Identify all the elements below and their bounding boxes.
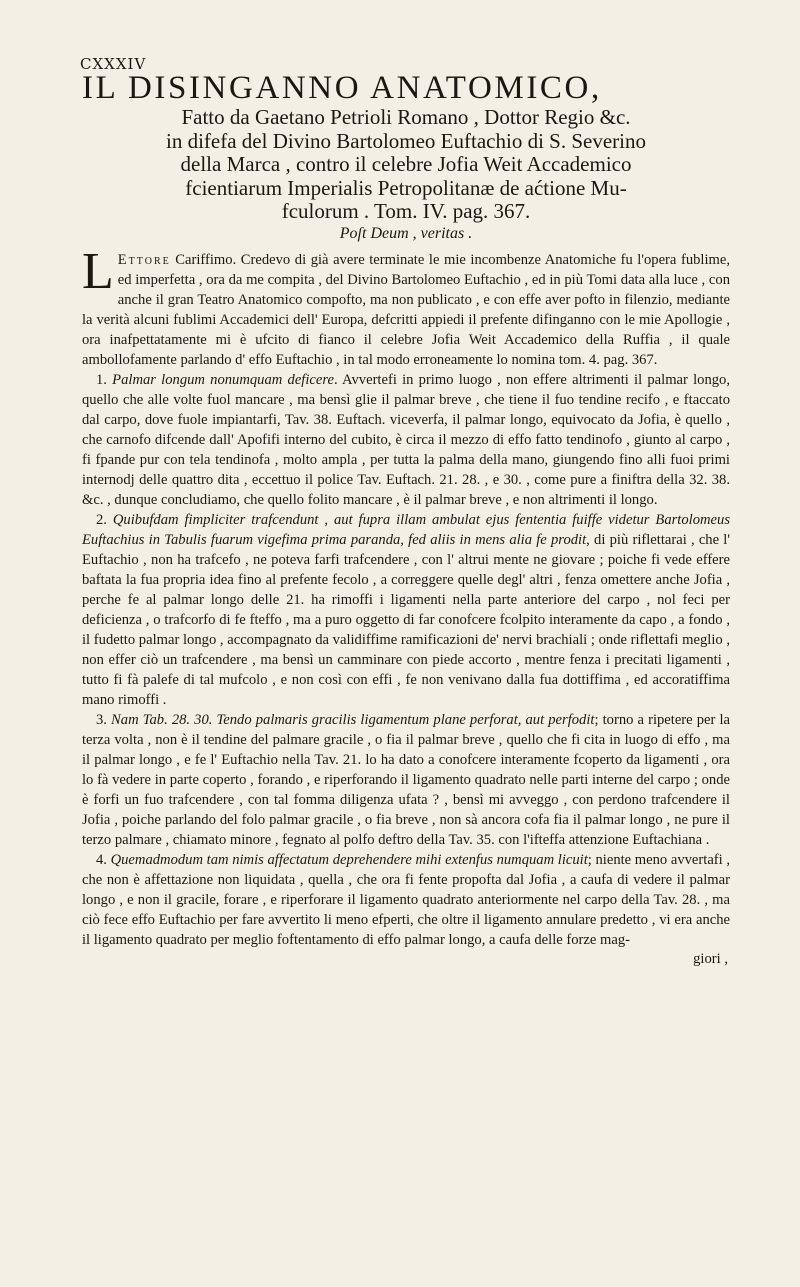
paragraph-text: Cariffimo. Credevo di già avere terminate le mie incombenze Anatomiche fu l'opera fublime, ed imperfetta , ora da me compita , del Divino Bartolomeo Euftachio , ed in più Tomi data alla luce , con anche il gran Teatro Anatomico compofto, ma non publicato , e con effe aver pofto in filenzio, mediante la verità alcuni fublimi Accademici dell' Europa, defcritti appiedi il prefente difinganno con le mie Apollogie , ora inafpettatamente mi è ufcito di fianco il celebre Jofia Weit Accademico della Ruffia , il quale ambollofamente parlando d' effo Euftachio , in tal modo erroneamente lo nomina tom. 4. pag. 367. — [82, 251, 730, 368]
paragraph-number: 2. — [96, 511, 113, 528]
opening-word: Ettore — [117, 251, 171, 268]
latin-quote: Nam Tab. 28. 30. Tendo palmaris gracilis ligamentum plane perforat, aut perfodit — [111, 711, 595, 728]
paragraph-number: 1. — [96, 371, 113, 388]
paragraph-text: . Avvertefi in primo luogo , non effere altrimenti il palmar longo, quello che alle volte fuol mancare , ma bensì glie il palmar breve , che tiene il fuo tendine recifo , e ftaccato dal carpo, dove fuole impiantarfi, Tav. 38. Euftach. viceverfa, il palmar longo, equivocato da Jofia, è quello , che carnofo difcende dall' Apofifi interno del cubito, è circa il mezzo di effo fatto tendinofo , giunto al carpo , fi fpande pur con tela tendinofa , molto ampla , per tutta la palma della mano, giungendo fino alli fuoi primi internodj delle quattro dita , eccettuo il police Tav. Euftach. 21. 28. , e 30. , come pure a finiftra della 32. 38. &c. , dunque concludiamo, che quello folito mancare , è il palmar breve , e non altrimenti il longo. — [82, 371, 730, 508]
latin-quote: Quibufdam fimpliciter trafcendunt , aut fupra illam ambulat ejus fententia fuiffe videtur Bartolomeus Euftachius in Tabulis fuarum vigefima prima paranda, fed aliis in mens alia fe prodit — [82, 511, 730, 548]
paragraph-number: 3. — [96, 711, 112, 728]
title-block — [82, 106, 730, 224]
paragraph — [82, 370, 730, 510]
page-number: CXXXIV — [80, 55, 147, 73]
running-title: IL DISINGANNO ANATOMICO, — [82, 70, 602, 106]
paragraph — [82, 242, 730, 370]
paragraph-text: ; torno a ripetere per la terza volta , non è il tendine del palmare gracile , o fia il palmar breve , quello che fi cita in luogo di effo , ma il palmar longo , e fe l' Euftachio nella Tav. 21. lo ha dato a conofcere interamente fcoperto da ligamenti , ora lo fà vedere in parte coperto , forando , e riperforando il ligamento quadrato nelle parti interne del carpo ; onde è forfi un fuo trafcendere , con tal fomma diligenza ufata ? , bensì mi avveggo , con perdono trafcendere il Jofia , poiche parlando del folo palmar gracile , o fia breve , non sà ancora cofa fia il palmar longo , ne pure il terzo palmare , chiamato minore , fegnato al polfo deftro della Tav. 35. con l'ifteffa attenzione Euftachiana . — [82, 711, 731, 848]
motto: Poſt Deum , veritas . — [339, 224, 473, 242]
title-line: in difefa del Divino Bartolomeo Euftachio di S. Severino — [166, 128, 646, 153]
title-line: Fatto da Gaetano Petrioli Romano , Dottor Regio &c. — [181, 105, 631, 129]
title-line: della Marca , contro il celebre Jofia Weit Accademico — [180, 152, 632, 176]
catchword: giori , — [693, 950, 728, 967]
body-text — [82, 242, 731, 968]
latin-quote: Palmar longum nonumquam deficere — [112, 371, 334, 388]
title-line: fculorum . Tom. IV. pag. 367. — [281, 199, 531, 223]
latin-quote: Quemadmodum tam nimis affectatum deprehendere mihi extenfus numquam licuit — [110, 851, 588, 868]
paragraph — [82, 510, 730, 710]
paragraph-number: 4. — [96, 851, 111, 868]
paragraph — [82, 710, 730, 850]
drop-cap: L — [82, 242, 114, 300]
paragraph — [82, 850, 730, 950]
title-line: fcientiarum Imperialis Petropolitanæ de aćtione Mu- — [185, 175, 627, 200]
paragraph-text: ; niente meno avvertafi , che non è affettazione non liquidata , quella , che ora fi fente propofta dal Jofia , a caufa di vedere il palmar longo , e non il gracile, forare , e riperforare il ligamento quadrato anteriormente nel carpo della Tav. 28. , ma ciò fece effo Euftachio per fare avvertito li meno efperti, che oltre il ligamento annulare predetto , vi era anche il ligamento quadrato per meglio foftentamento di effo palmar longo, a caufa delle forze mag- — [82, 851, 731, 948]
paragraph-text: , di più riflettarai , che l' Euftachio , non ha trafcefo , ne poteva farfi trafcendere , con l' altrui mente ne giovare ; poiche fi vede effere baftata la fua propria idea fino al prefente fecolo , a correggere quelle degl' altri , fenza omettere anche Jofia , perche fe al palmar longo delle 21. ha rimoffi i ligamenti nella parte anteriore del carpo , nol feci per deficienza , o trafcorfo di fe fteffo , ma a puro oggetto di far conofcere fcolpito interamente da capo , a fondo , il fudetto palmar longo , accompagnato da validiffime ramificazioni de' nervi brachiali ; onde riflettafi meglio , non effer ciò un trafcendere , ma bensì un camminare con piede accorto , mentre fenza i precitati ligamenti , tutto fi fà palefe di tal mufcolo , e non così con effi , fe non venivano dalla fua dottiffima , ed accoratiffima mano rimoffi . — [82, 531, 730, 708]
